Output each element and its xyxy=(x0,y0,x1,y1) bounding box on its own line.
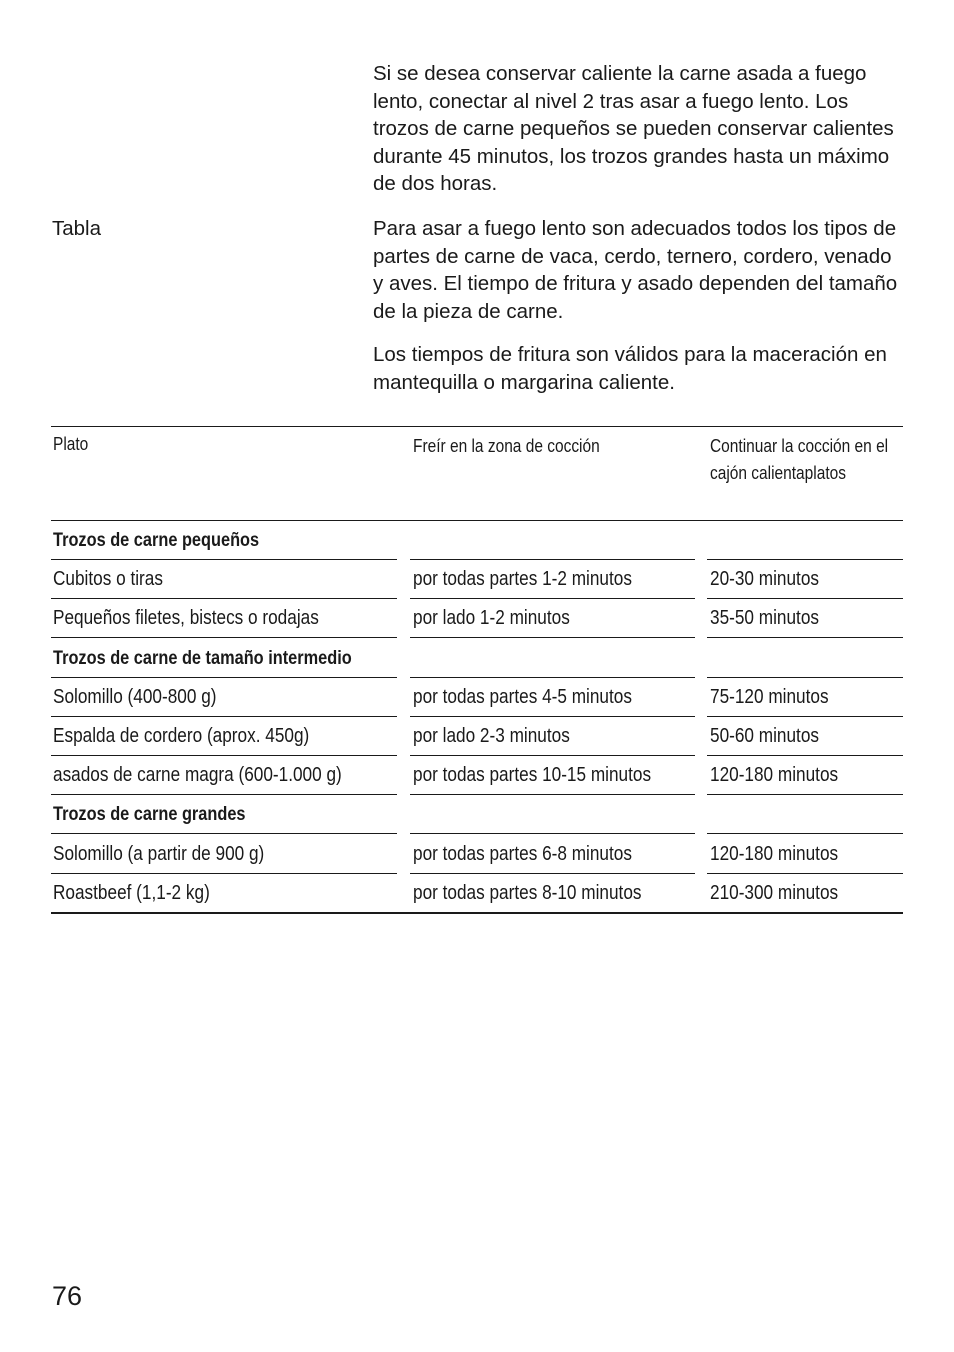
table-cell: 20-30 minutos xyxy=(710,568,820,591)
table-header xyxy=(51,426,903,520)
table-cell: Espalda de cordero (aprox. 450g) xyxy=(53,725,310,747)
table-cell: por todas partes 1-2 minutos xyxy=(413,568,632,591)
table-cell: por todas partes 4-5 minutos xyxy=(413,685,632,708)
table-cell: Trozos de carne pequeños xyxy=(53,530,260,551)
table-cell: Trozos de carne de tamaño intermedio xyxy=(53,647,352,669)
intro-paragraph-1: Si se desea conservar caliente la carne asada a fuego lento, conectar al nivel 2 tras asar a fuego lento. Los trozos de carne pequeños se pueden conservar calientes durante 45 minutos, los trozos grandes hasta un máximo de dos horas. xyxy=(373,62,894,195)
header-continuar: Continuar la cocción en el cajón calientaplatos xyxy=(710,436,889,483)
table-cell: Solomillo (400-800 g) xyxy=(53,685,217,708)
page-number: 76 xyxy=(52,1281,83,1311)
table-bottom-rule xyxy=(51,912,903,914)
table-section-row xyxy=(51,521,903,560)
table-cell: por lado 2-3 minutos xyxy=(413,725,570,747)
table-cell: 120-180 minutos xyxy=(710,764,839,787)
table-cell: por todas partes 6-8 minutos xyxy=(413,842,632,865)
table-cell: por lado 1-2 minutos xyxy=(413,607,570,630)
table-row xyxy=(51,599,903,638)
table-section-row xyxy=(51,795,903,834)
table-row xyxy=(51,678,903,717)
header-plato: Plato xyxy=(53,434,89,454)
table-section-row xyxy=(51,639,903,678)
section-label-tabla: Tabla xyxy=(52,217,102,240)
table-row xyxy=(51,756,903,795)
table-cell: 75-120 minutos xyxy=(710,685,829,708)
intro-paragraph-3: Los tiempos de fritura son válidos para la maceración en mantequilla o margarina caliente. xyxy=(373,343,887,394)
table-cell: Cubitos o tiras xyxy=(53,568,163,591)
table-cell: 50-60 minutos xyxy=(710,725,820,747)
table-row xyxy=(51,874,903,913)
table-cell: 120-180 minutos xyxy=(710,842,839,865)
header-freir: Freír en la zona de cocción xyxy=(413,436,600,456)
table-cell: asados de carne magra (600-1.000 g) xyxy=(53,764,342,787)
table-cell: Pequeños filetes, bistecs o rodajas xyxy=(53,607,319,630)
table-cell: por todas partes 8-10 minutos xyxy=(413,881,642,904)
table-cell: Solomillo (a partir de 900 g) xyxy=(53,842,265,865)
table-row xyxy=(51,835,903,874)
table-cell: 35-50 minutos xyxy=(710,607,820,630)
table-cell: Roastbeef (1,1-2 kg) xyxy=(53,881,210,904)
table-row xyxy=(51,560,903,599)
table-cell: por todas partes 10-15 minutos xyxy=(413,764,652,787)
table-cell: 210-300 minutos xyxy=(710,881,839,904)
intro-paragraph-2: Para asar a fuego lento son adecuados todos los tipos de partes de carne de vaca, cerdo, ternero, cordero, venado y aves. El tiempo de fritura y asado dependen del tamaño de la pieza de carne. xyxy=(373,217,898,323)
table-cell: Trozos de carne grandes xyxy=(53,804,246,826)
table-row xyxy=(51,717,903,756)
